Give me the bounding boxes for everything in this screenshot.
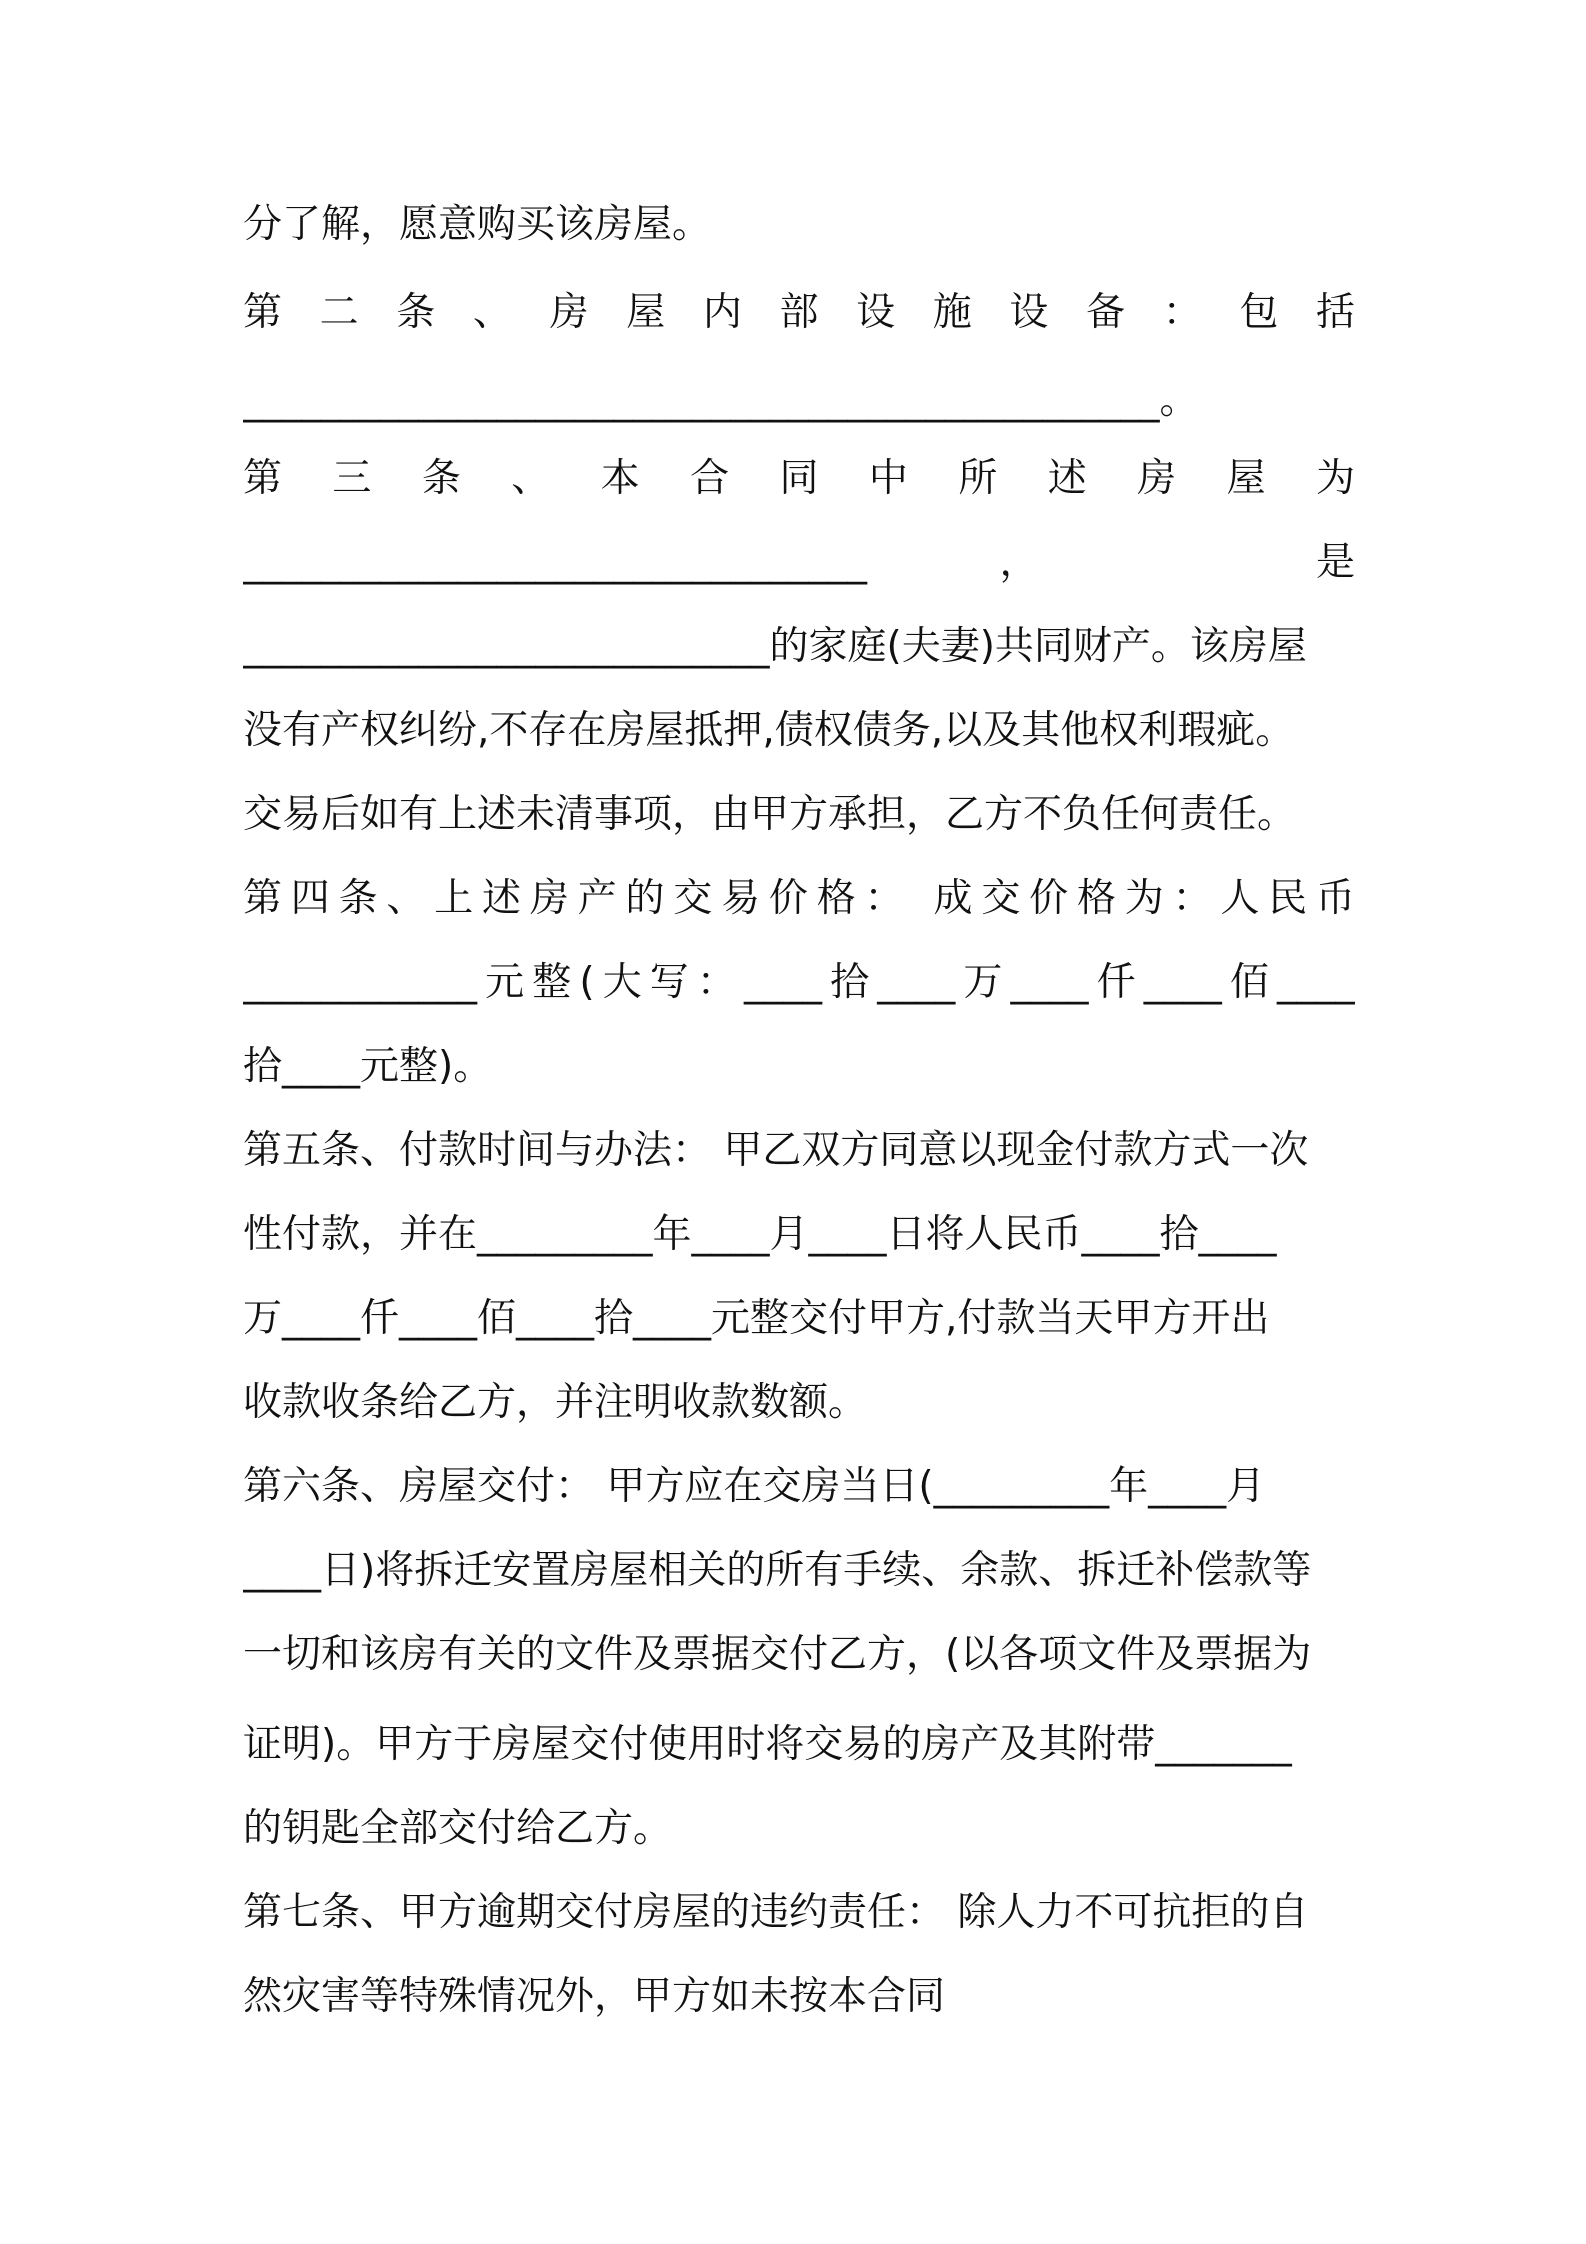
text-line-16: 第六条、房屋交付： 甲方应在交房当日(_________年____月 [243, 1464, 1266, 1509]
text-line-3: _______________________________________________。 [243, 378, 1199, 423]
text-line-13: 性付款，并在_________年____月____日将人民币____拾____ [243, 1212, 1277, 1257]
text-line-9: 第四条、上述房产的交易价格： 成交价格为：人民币 [243, 876, 1355, 921]
text-line-1: 分了解，愿意购买该房屋。 [243, 202, 712, 247]
text-line-8: 交易后如有上述未清事项，由甲方承担，乙方不负任何责任。 [243, 792, 1297, 837]
text-line-5: ________________________________， 是 [243, 540, 1355, 585]
text-line-11: 拾____元整)。 [243, 1044, 493, 1089]
text-line-19: 证明)。甲方于房屋交付使用时将交易的房产及其附带_______ [243, 1722, 1292, 1767]
text-line-15: 收款收条给乙方，并注明收款数额。 [243, 1380, 868, 1425]
text-line-21: 第七条、甲方逾期交付房屋的违约责任： 除人力不可抗拒的自 [243, 1890, 1309, 1935]
text-line-12: 第五条、付款时间与办法： 甲乙双方同意以现金付款方式一次 [243, 1128, 1309, 1173]
text-line-10: ____________元整(大写：____拾____万____仟____佰____ [243, 960, 1355, 1005]
text-line-18: 一切和该房有关的文件及票据交付乙方，(以各项文件及票据为 [243, 1632, 1312, 1677]
text-line-4: 第 三 条 、 本 合 同 中 所 述 房 屋 为 [243, 456, 1355, 501]
text-line-2: 第 二 条 、 房 屋 内 部 设 施 设 备 ： 包 括 [243, 290, 1355, 335]
text-line-22: 然灾害等特殊情况外，甲方如未按本合同 [243, 1974, 946, 2019]
text-line-20: 的钥匙全部交付给乙方。 [243, 1806, 673, 1851]
text-line-7: 没有产权纠纷,不存在房屋抵押,债权债务,以及其他权利瑕疵。 [243, 708, 1295, 753]
text-line-17: ____日)将拆迁安置房屋相关的所有手续、余款、拆迁补偿款等 [243, 1548, 1312, 1593]
text-line-6: ___________________________的家庭(夫妻)共同财产。该房屋 [243, 624, 1307, 669]
text-line-14: 万____仟____佰____拾____元整交付甲方,付款当天甲方开出 [243, 1296, 1270, 1341]
